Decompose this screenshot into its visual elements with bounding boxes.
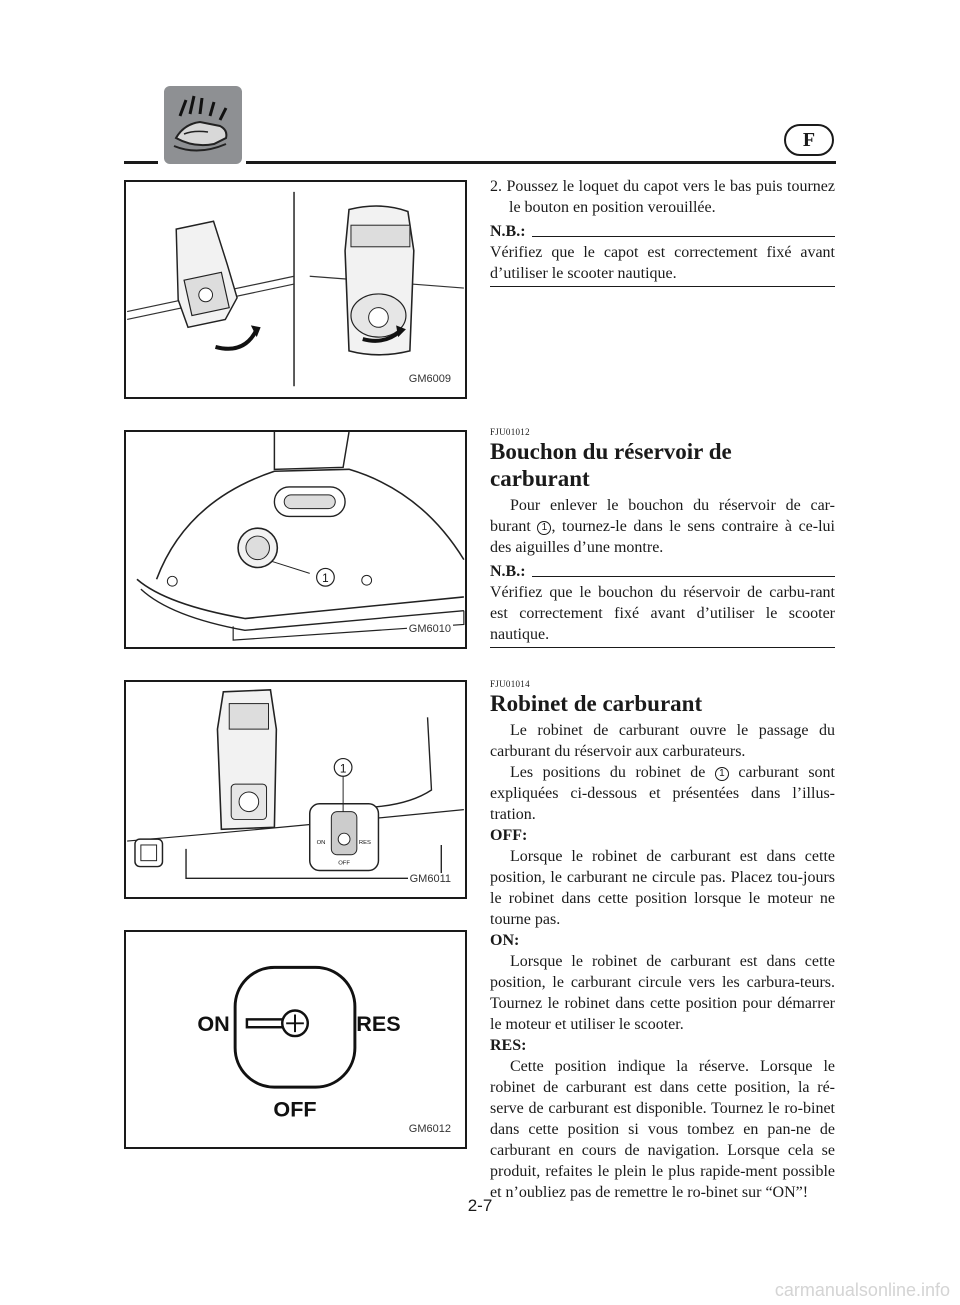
header-rule-right bbox=[246, 161, 836, 164]
dial-label-on: ON bbox=[197, 1011, 230, 1037]
nb-end-rule bbox=[490, 647, 835, 648]
callout-ref: 1 bbox=[537, 521, 551, 535]
hood-step-2: 2. Poussez le loquet du capot vers le bas puis tournez le bouton en position verouillée. bbox=[490, 178, 835, 216]
on-text: Lorsque le robinet de carburant est dans cette position, le carburant circule vers les carbura-teurs. Tournez le robinet dans cette position pour démarrer le moteur et utiliser le scooter. bbox=[490, 953, 835, 1033]
section-fuel-cap bbox=[490, 426, 835, 648]
page-number: 2-7 bbox=[467, 1196, 493, 1215]
nb-label: N.B.: bbox=[490, 223, 526, 240]
nb-text: Vérifiez que le capot est correctement fixé avant d’utiliser le scooter nautique. bbox=[490, 244, 835, 282]
term-off: OFF: bbox=[490, 827, 528, 844]
header-rule-left bbox=[124, 161, 158, 164]
nb-end-rule bbox=[490, 286, 835, 287]
figure-fuel-cap bbox=[124, 430, 467, 649]
off-text: Lorsque le robinet de carburant est dans cette position, le carburant ne circule pas. Placez tou-jours le robinet dans cette position lorsque le moteur ne tourne pas. bbox=[490, 848, 835, 928]
watercraft-warning-icon bbox=[164, 86, 242, 164]
figure-code: GM6011 bbox=[409, 873, 451, 885]
figure-callout: 1 bbox=[322, 572, 329, 586]
watermark: carmanualsonline.info bbox=[774, 1280, 950, 1300]
nb-heading bbox=[490, 561, 835, 582]
nb-label: N.B.: bbox=[490, 563, 526, 580]
valve-positions: Les positions du robinet de 1 carburant sont expliquées ci-dessous et présentées dans l’illus-tration. bbox=[490, 764, 835, 823]
cap-body: Pour enlever le bouchon du réservoir de car-burant 1 , tournez-le dans le sens contraire à ce-lui des aiguilles d’une montre. bbox=[490, 497, 836, 556]
section-hood bbox=[490, 176, 835, 287]
dial-label-res: RES bbox=[358, 839, 371, 846]
term-res: RES: bbox=[490, 1037, 527, 1054]
language-badge: F bbox=[784, 124, 834, 156]
section-title: Bouchon du réservoir de carburant bbox=[490, 439, 732, 491]
section-code: FJU01014 bbox=[490, 679, 530, 689]
figure-fuel-valve-location bbox=[124, 680, 467, 899]
figure-code: GM6012 bbox=[408, 1123, 451, 1135]
section-code: FJU01012 bbox=[490, 427, 530, 437]
callout-ref: 1 bbox=[715, 767, 729, 781]
term-on: ON: bbox=[490, 932, 520, 949]
figure-code: GM6010 bbox=[408, 623, 451, 635]
nb-heading bbox=[490, 221, 835, 242]
figure-fuel-valve-positions bbox=[124, 930, 467, 1149]
dial-label-on: ON bbox=[316, 839, 326, 846]
figure-callout: 1 bbox=[339, 762, 347, 776]
figure-code: GM6009 bbox=[408, 373, 451, 385]
valve-intro: Le robinet de carburant ouvre le passage du carburant du réservoir aux carburateurs. bbox=[490, 722, 835, 760]
dial-label-res: RES bbox=[356, 1011, 401, 1037]
figure-hood-latch bbox=[124, 180, 467, 399]
dial-label-off: OFF bbox=[273, 1096, 317, 1122]
dial-label-off: OFF bbox=[338, 860, 350, 867]
res-text: Cette position indique la réserve. Lorsque le robinet de carburant est dans cette position, la ré-serve de carburant est disponible. Tournez le ro-binet dans cette position si vous tombez en pan-ne de carburant en cours de navigation. Lorsque cela se produit, refaites le plein le plus rapide-ment possible et n’oubliez pas de remettre le ro-binet sur “ON”! bbox=[490, 1058, 835, 1201]
section-title: Robinet de carburant bbox=[490, 691, 703, 716]
nb-text: Vérifiez que le bouchon du réservoir de carbu-rant est correctement fixé avant d’utiliser le scooter nautique. bbox=[490, 584, 835, 643]
section-fuel-valve bbox=[490, 678, 835, 1203]
